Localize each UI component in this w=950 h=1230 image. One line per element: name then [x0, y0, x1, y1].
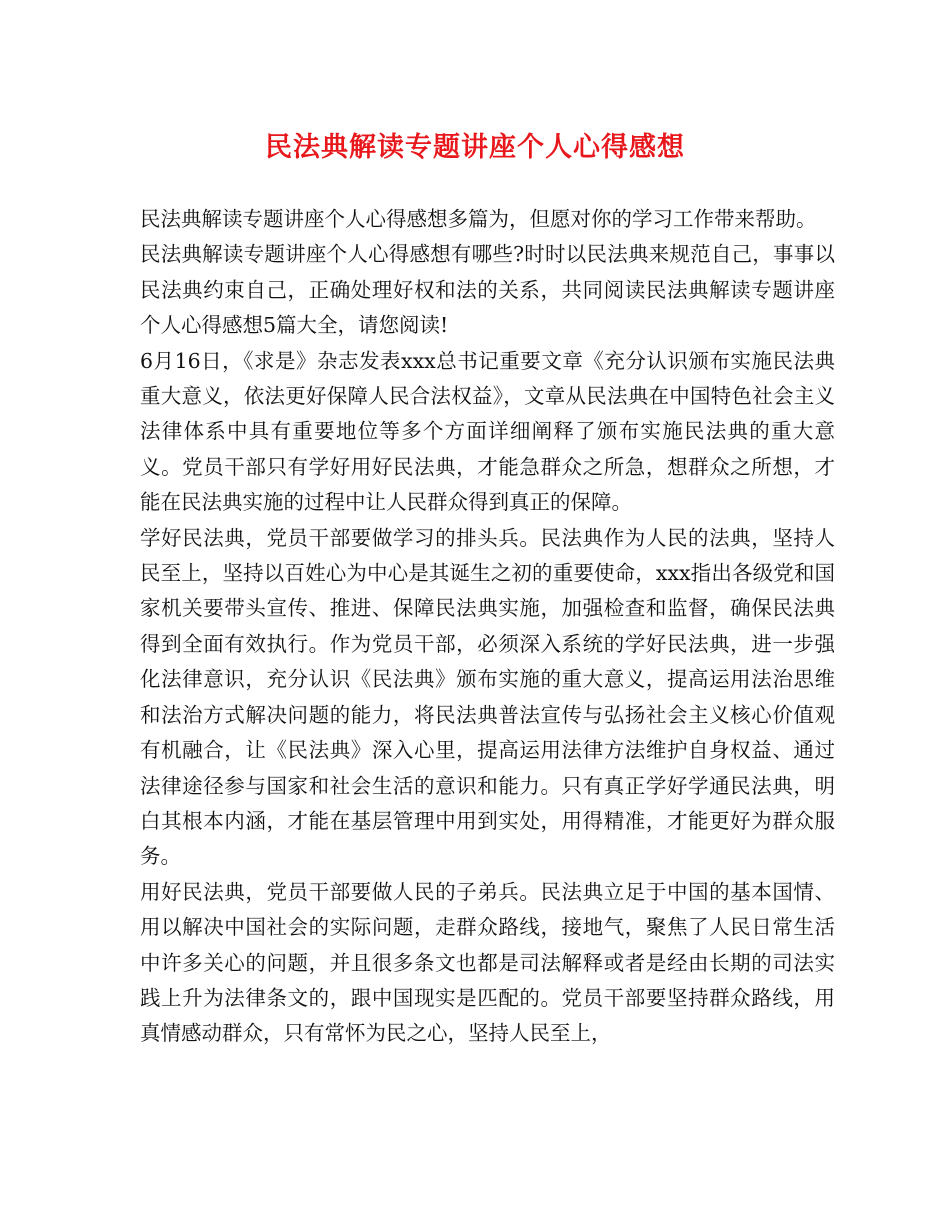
- document-body: [140, 202, 835, 1052]
- paragraph-summary: 民法典解读专题讲座个人心得感想有哪些?时时以民法典来规范自己，事事以民法典约束自己，正确处理好权和法的关系，共同阅读民法典解读专题讲座个人心得感想5篇大全，请您阅读!: [140, 242, 835, 338]
- paragraph-article: 6月16日，《求是》杂志发表xxx总书记重要文章《充分认识颁布实施民法典重大意义，依法更好保障人民合法权益》，文章从民法典在中国特色社会主义法律体系中具有重要地位等多个方面详细阐释了颁布实施民法典的重大意义。党员干部只有学好用好民法典，才能急群众之所急，想群众之所想，才能在民法典实施的过程中让人民群众得到真正的保障。: [140, 348, 835, 515]
- document-title: 民法典解读专题讲座个人心得感想: [265, 132, 685, 163]
- paragraph-study: 学好民法典，党员干部要做学习的排头兵。民法典作为人民的法典，坚持人民至上，坚持以百姓心为中心是其诞生之初的重要使命，xxx指出各级党和国家机关要带头宣传、推进、保障民法典实施，加强检查和监督，确保民法典得到全面有效执行。作为党员干部，必须深入系统的学好民法典，进一步强化法律意识，充分认识《民法典》颁布实施的重大意义，提高运用法治思维和法治方式解决问题的能力，将民法典普法宣传与弘扬社会主义核心价值观有机融合，让《民法典》深入心里，提高运用法律方法维护自身权益、通过法律途径参与国家和社会生活的意识和能力。只有真正学好学通民法典，明白其根本内涵，才能在基层管理中用到实处，用得精准，才能更好为群众服务。: [140, 525, 835, 869]
- paragraph-apply: 用好民法典，党员干部要做人民的子弟兵。民法典立足于中国的基本国情、用以解决中国社会的实际问题，走群众路线，接地气，聚焦了人民日常生活中许多关心的问题，并且很多条文也都是司法解释或者是经由长期的司法实践上升为法律条文的，跟中国现实是匹配的。党员干部要坚持群众路线，用真情感动群众，只有常怀为民之心，坚持人民至上，: [140, 879, 835, 1046]
- paragraph-intro: 民法典解读专题讲座个人心得感想多篇为，但愿对你的学习工作带来帮助。: [140, 207, 817, 231]
